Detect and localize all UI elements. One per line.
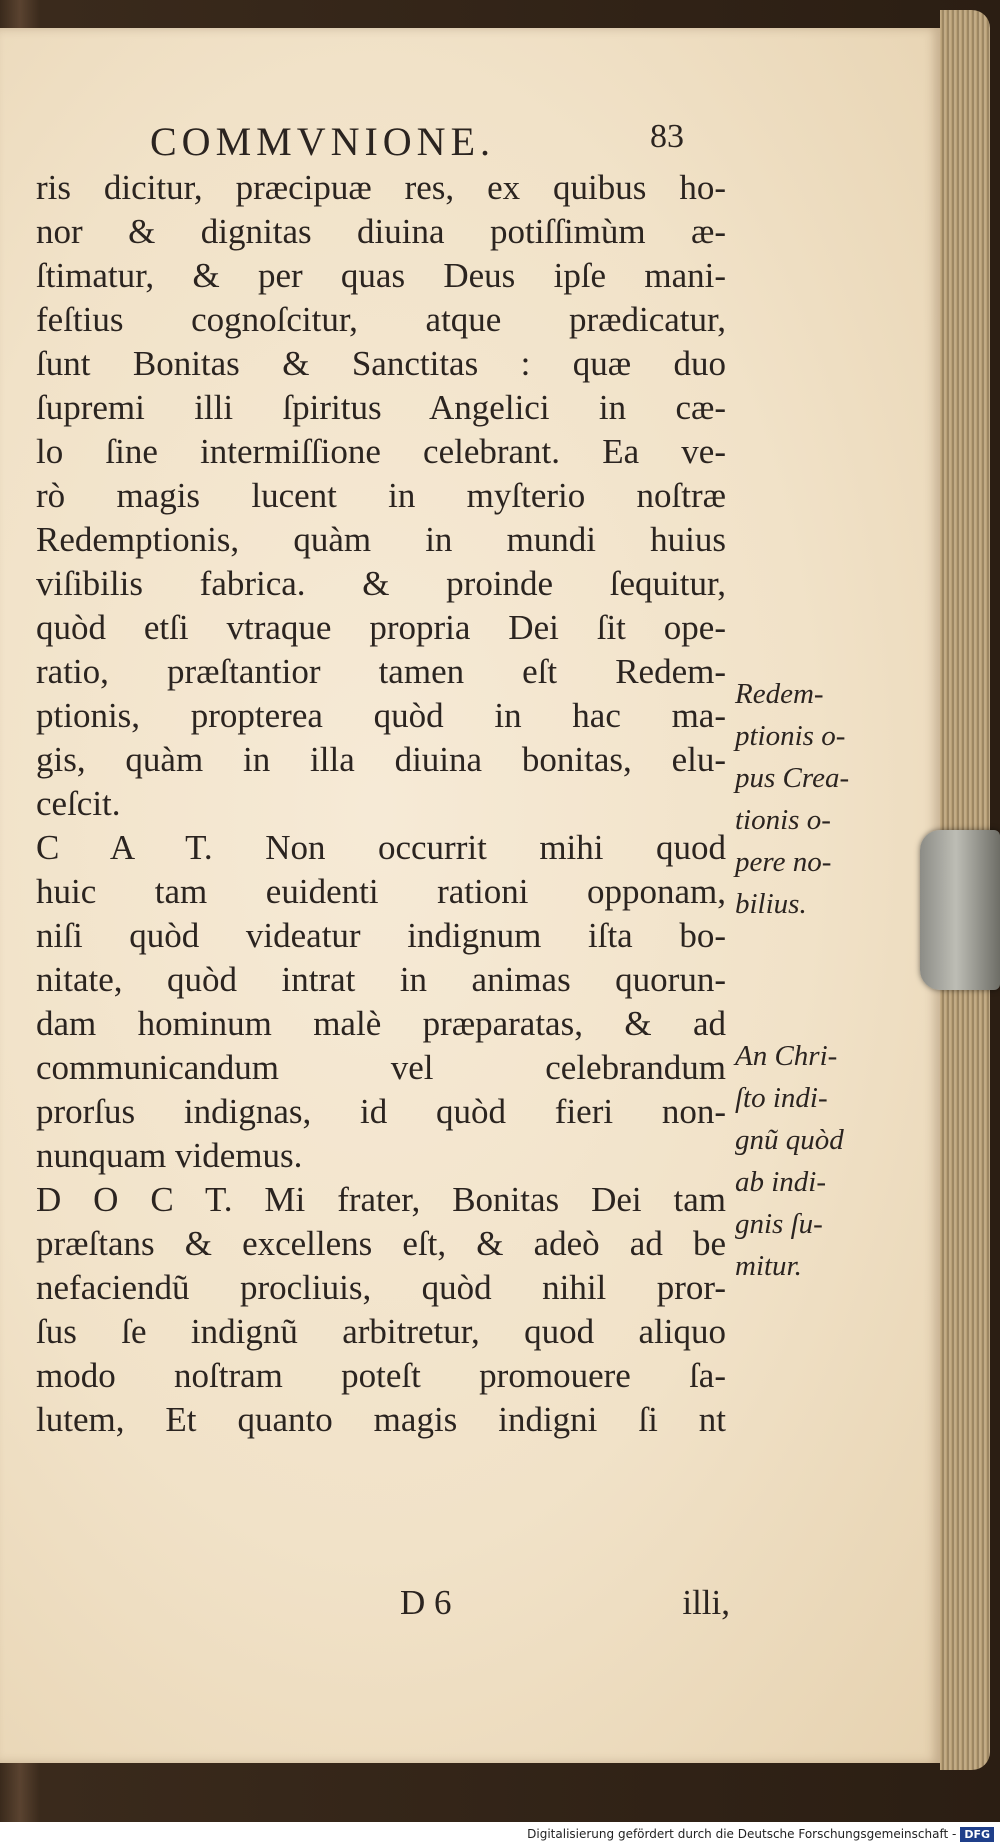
margin-note-line: bilius. (735, 888, 807, 920)
dfg-logo: DFG (960, 1827, 994, 1842)
text-line: præſtans & excellens eſt, & adeò ad be (36, 1224, 726, 1263)
margin-notes (735, 673, 885, 1397)
margin-note-line: gnũ quòd (735, 1124, 844, 1156)
text-line: prorſus indignas, id quòd fieri non- (36, 1092, 726, 1131)
text-line: rò magis lucent in myſterio noſtræ (36, 476, 726, 515)
page-number: 83 (650, 118, 684, 155)
margin-note-line: ab indi- (735, 1166, 827, 1198)
text-line: modo noſtram poteſt promouere ſa- (36, 1356, 726, 1395)
book-page (0, 28, 940, 1763)
text-line: ſupremi illi ſpiritus Angelici in cæ- (36, 388, 726, 427)
text-line: ceſcit. (36, 784, 121, 823)
margin-note (735, 1035, 885, 1287)
text-line: nefaciendũ procliuis, quòd nihil pror- (36, 1268, 726, 1307)
text-line: niſi quòd videatur indignum iſta bo- (36, 916, 726, 955)
margin-note-line: gnis ſu- (735, 1208, 823, 1240)
text-line: ſunt Bonitas & Sanctitas : quæ duo (36, 344, 726, 383)
margin-note-line: ptionis o- (735, 720, 846, 752)
text-line: nitate, quòd intrat in animas quorun- (36, 960, 726, 999)
digitization-footer (0, 1822, 1000, 1847)
text-line: dam hominum malè præparatas, & ad (36, 1004, 726, 1043)
text-line: nunquam videmus. (36, 1136, 303, 1175)
body-text (36, 166, 726, 1442)
margin-note-line: ſto indi- (735, 1082, 828, 1114)
text-line: ratio, præſtantior tamen eſt Redem- (36, 652, 726, 691)
text-line: Redemptionis, quàm in mundi huius (36, 520, 726, 559)
margin-note-line: mitur. (735, 1250, 802, 1282)
running-head: COMMVNIONE. (150, 119, 495, 164)
text-line: nor & dignitas diuina potiſſimùm æ- (36, 212, 726, 251)
text-line: feſtius cognoſcitur, atque prædicatur, (36, 300, 726, 339)
text-line: ris dicitur, præcipuæ res, ex quibus ho- (36, 168, 726, 207)
text-line: communicandum vel celebrandum (36, 1048, 726, 1087)
margin-note (735, 673, 885, 925)
text-line: C A T. Non occurrit mihi quod (36, 828, 726, 867)
text-line: ſus ſe indignũ arbitretur, quod aliquo (36, 1312, 726, 1351)
margin-note-line: Redem- (735, 678, 824, 710)
text-line: lo ſine intermiſſione celebrant. Ea ve- (36, 432, 726, 471)
text-line: huic tam euidenti rationi opponam, (36, 872, 726, 911)
text-line: gis, quàm in illa diuina bonitas, elu- (36, 740, 726, 779)
margin-note-line: An Chri- (735, 1040, 838, 1072)
catchword-line (400, 1583, 730, 1623)
text-line: viſibilis fabrica. & proinde ſequitur, (36, 564, 726, 603)
catchword: illi, (682, 1583, 730, 1622)
margin-note-line: tionis o- (735, 804, 831, 836)
text-line: ptionis, propterea quòd in hac ma- (36, 696, 726, 735)
signature-mark: D 6 (400, 1583, 452, 1622)
margin-note-line: pere no- (735, 846, 832, 878)
book-clasp (920, 830, 1000, 990)
text-line: quòd etſi vtraque propria Dei ſit ope- (36, 608, 726, 647)
text-line: ſtimatur, & per quas Deus ipſe mani- (36, 256, 726, 295)
margin-note-line: pus Crea- (735, 762, 850, 794)
text-line: D O C T. Mi frater, Bonitas Dei tam (36, 1180, 726, 1219)
text-line: lutem, Et quanto magis indigni ſi nt (36, 1400, 726, 1439)
footer-credit: Digitalisierung gefördert durch die Deutsche Forschungsgemeinschaft - (527, 1827, 957, 1841)
